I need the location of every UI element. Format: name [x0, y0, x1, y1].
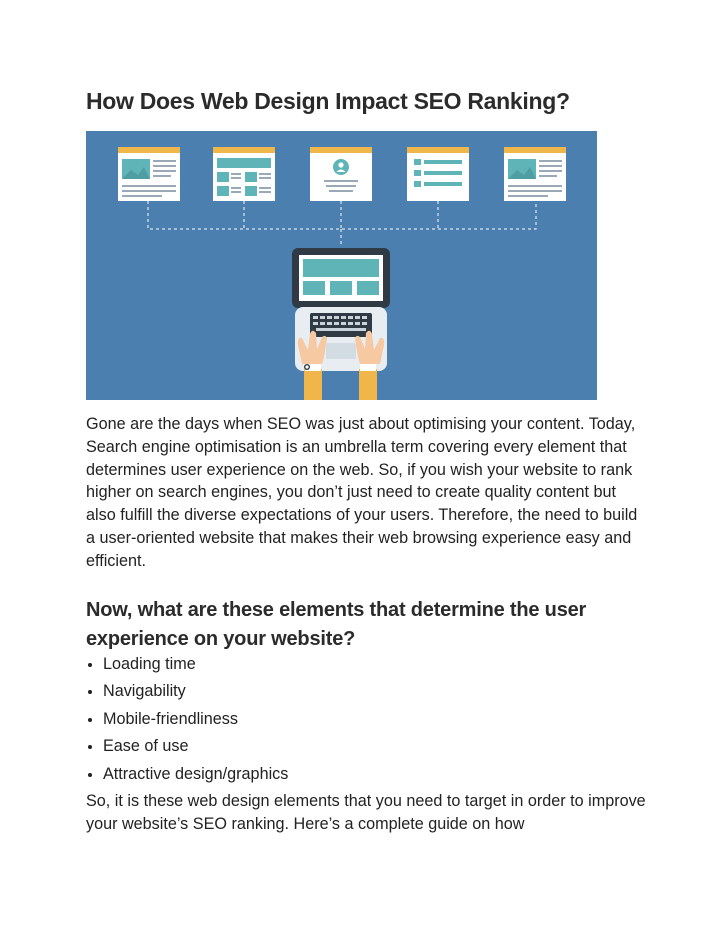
section-heading: Now, what are these elements that determine the user experience on your website?	[86, 599, 587, 650]
bullet-icon	[88, 690, 92, 694]
closing-paragraph: So, it is these web design elements that you need to target in order to improve your website’s SEO ranking. Here’s a complete guide on how	[86, 792, 646, 833]
webpage-card-grid-icon	[213, 147, 275, 201]
list-item-label: Ease of use	[103, 737, 189, 756]
list-item	[86, 761, 288, 788]
list-item-label: Loading time	[103, 655, 196, 673]
webpage-card-image-icon	[504, 147, 566, 201]
bullet-icon	[88, 773, 92, 777]
list-item-label: Attractive design/graphics	[103, 764, 289, 783]
webpage-card-profile-icon	[310, 147, 372, 201]
list-item-label: Navigability	[103, 682, 186, 701]
list-item	[86, 706, 288, 733]
bullet-icon	[88, 718, 92, 722]
intro-paragraph: Gone are the days when SEO was just about optimising your content. Today, Search engine optimisation is an umbrella term covering every element that determines user experience on the web. So, if you wish your website to rank higher on search engines, you don’t just need to create quality content but also fulfill the diverse expectations of your users. Therefore, the need to build a user-oriented website that makes their web browsing experience easy and efficient.	[86, 415, 638, 570]
webpage-card-image-icon	[118, 147, 180, 201]
bullet-icon	[88, 663, 92, 667]
elements-list	[86, 651, 288, 788]
list-item	[86, 678, 288, 705]
page-title: How Does Web Design Impact SEO Ranking?	[86, 88, 570, 114]
web-design-seo-illustration	[86, 131, 597, 400]
webpage-card-list-icon	[407, 147, 469, 201]
list-item	[86, 733, 288, 760]
list-item	[86, 651, 288, 678]
list-item-label: Mobile-friendliness	[103, 709, 238, 728]
bullet-icon	[88, 745, 92, 749]
